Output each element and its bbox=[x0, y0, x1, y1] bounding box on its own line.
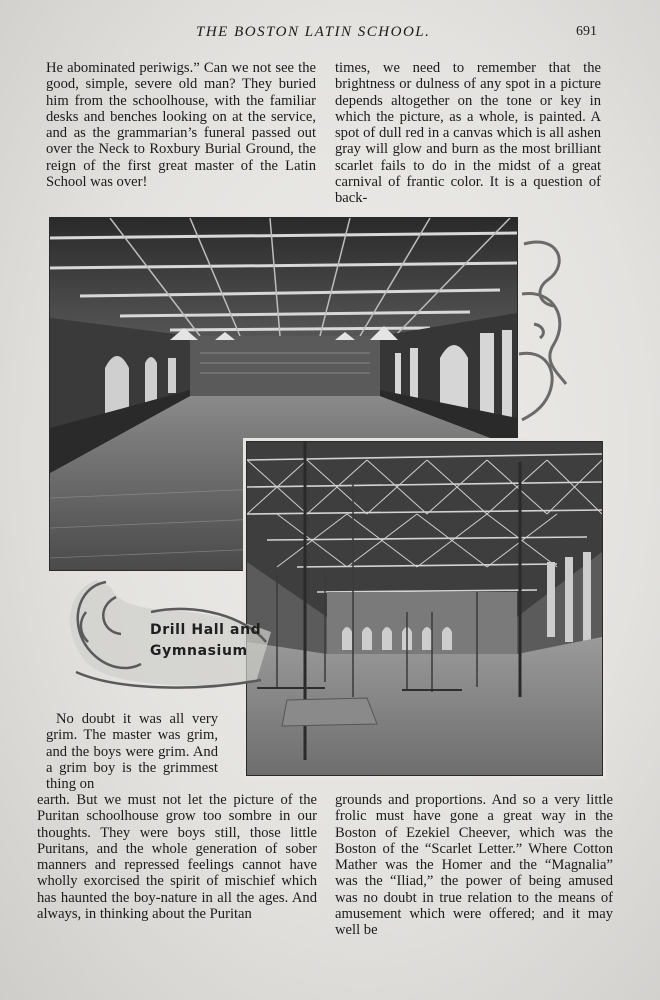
figure-caption bbox=[150, 620, 280, 662]
paragraph-bottom-left: earth. But we must not let the picture of the Puritan schoolhouse grow too sombre in our thoughts. They were boys still, those little Puritans, and the whole generation of sober manners and repressed feelings cannot have wholly exorcised the spirit of mischief which has haunted the boy-nature in all the ages. And always, in thinking about the Puritan bbox=[37, 792, 317, 923]
paragraph-bottom-left-narrow: No doubt it was all very grim. The master was grim, and the boys were grim. And a grim boy is the grimmest thing on bbox=[46, 711, 218, 793]
column-top-right bbox=[335, 60, 601, 207]
column-top-left bbox=[46, 60, 316, 190]
paragraph-bottom-right: grounds and proportions. And so a very little frolic must have gone a great way in the Boston of Ezekiel Cheever, which was the Boston of the “Scarlet Letter.” Where Cotton Mather was the Homer and the “Magnalia” was the “Iliad,” the power of being amused was no doubt in true relation to the means of amusement which were offered; and it may well be bbox=[335, 792, 613, 939]
gymnasium-photo bbox=[246, 441, 603, 776]
caption-line-2: Gymnasium bbox=[150, 643, 248, 659]
caption-line-1: Drill Hall and bbox=[150, 622, 262, 638]
running-title: THE BOSTON LATIN SCHOOL. bbox=[196, 24, 431, 40]
running-head bbox=[0, 24, 660, 44]
paragraph-top-right: times, we need to remember that the brightness or dulness of any spot in a picture depends altogether on the tone or key in which the picture, as a whole, is painted. A spot of dull red in a canvas which is all ashen gray will glow and burn as the most brilliant scarlet fails to do in the midst of a great carnival of frantic color. It is a question of back- bbox=[335, 60, 601, 207]
column-bottom-left bbox=[37, 792, 317, 922]
decorative-scroll-ornament bbox=[514, 234, 574, 424]
page-number: 691 bbox=[576, 24, 597, 39]
paragraph-top-left: He abominated periwigs.” Can we not see the good, simple, severe old man? They buried him from the schoolhouse, with the familiar desks and benches looking on at the service, and as the grammarian’s funeral passed out over the Neck to Roxbury Burial Ground, the reign of the first great master of the Latin School was over! bbox=[46, 60, 316, 191]
column-bottom-left-narrow bbox=[46, 711, 218, 792]
column-bottom-right bbox=[335, 792, 613, 939]
